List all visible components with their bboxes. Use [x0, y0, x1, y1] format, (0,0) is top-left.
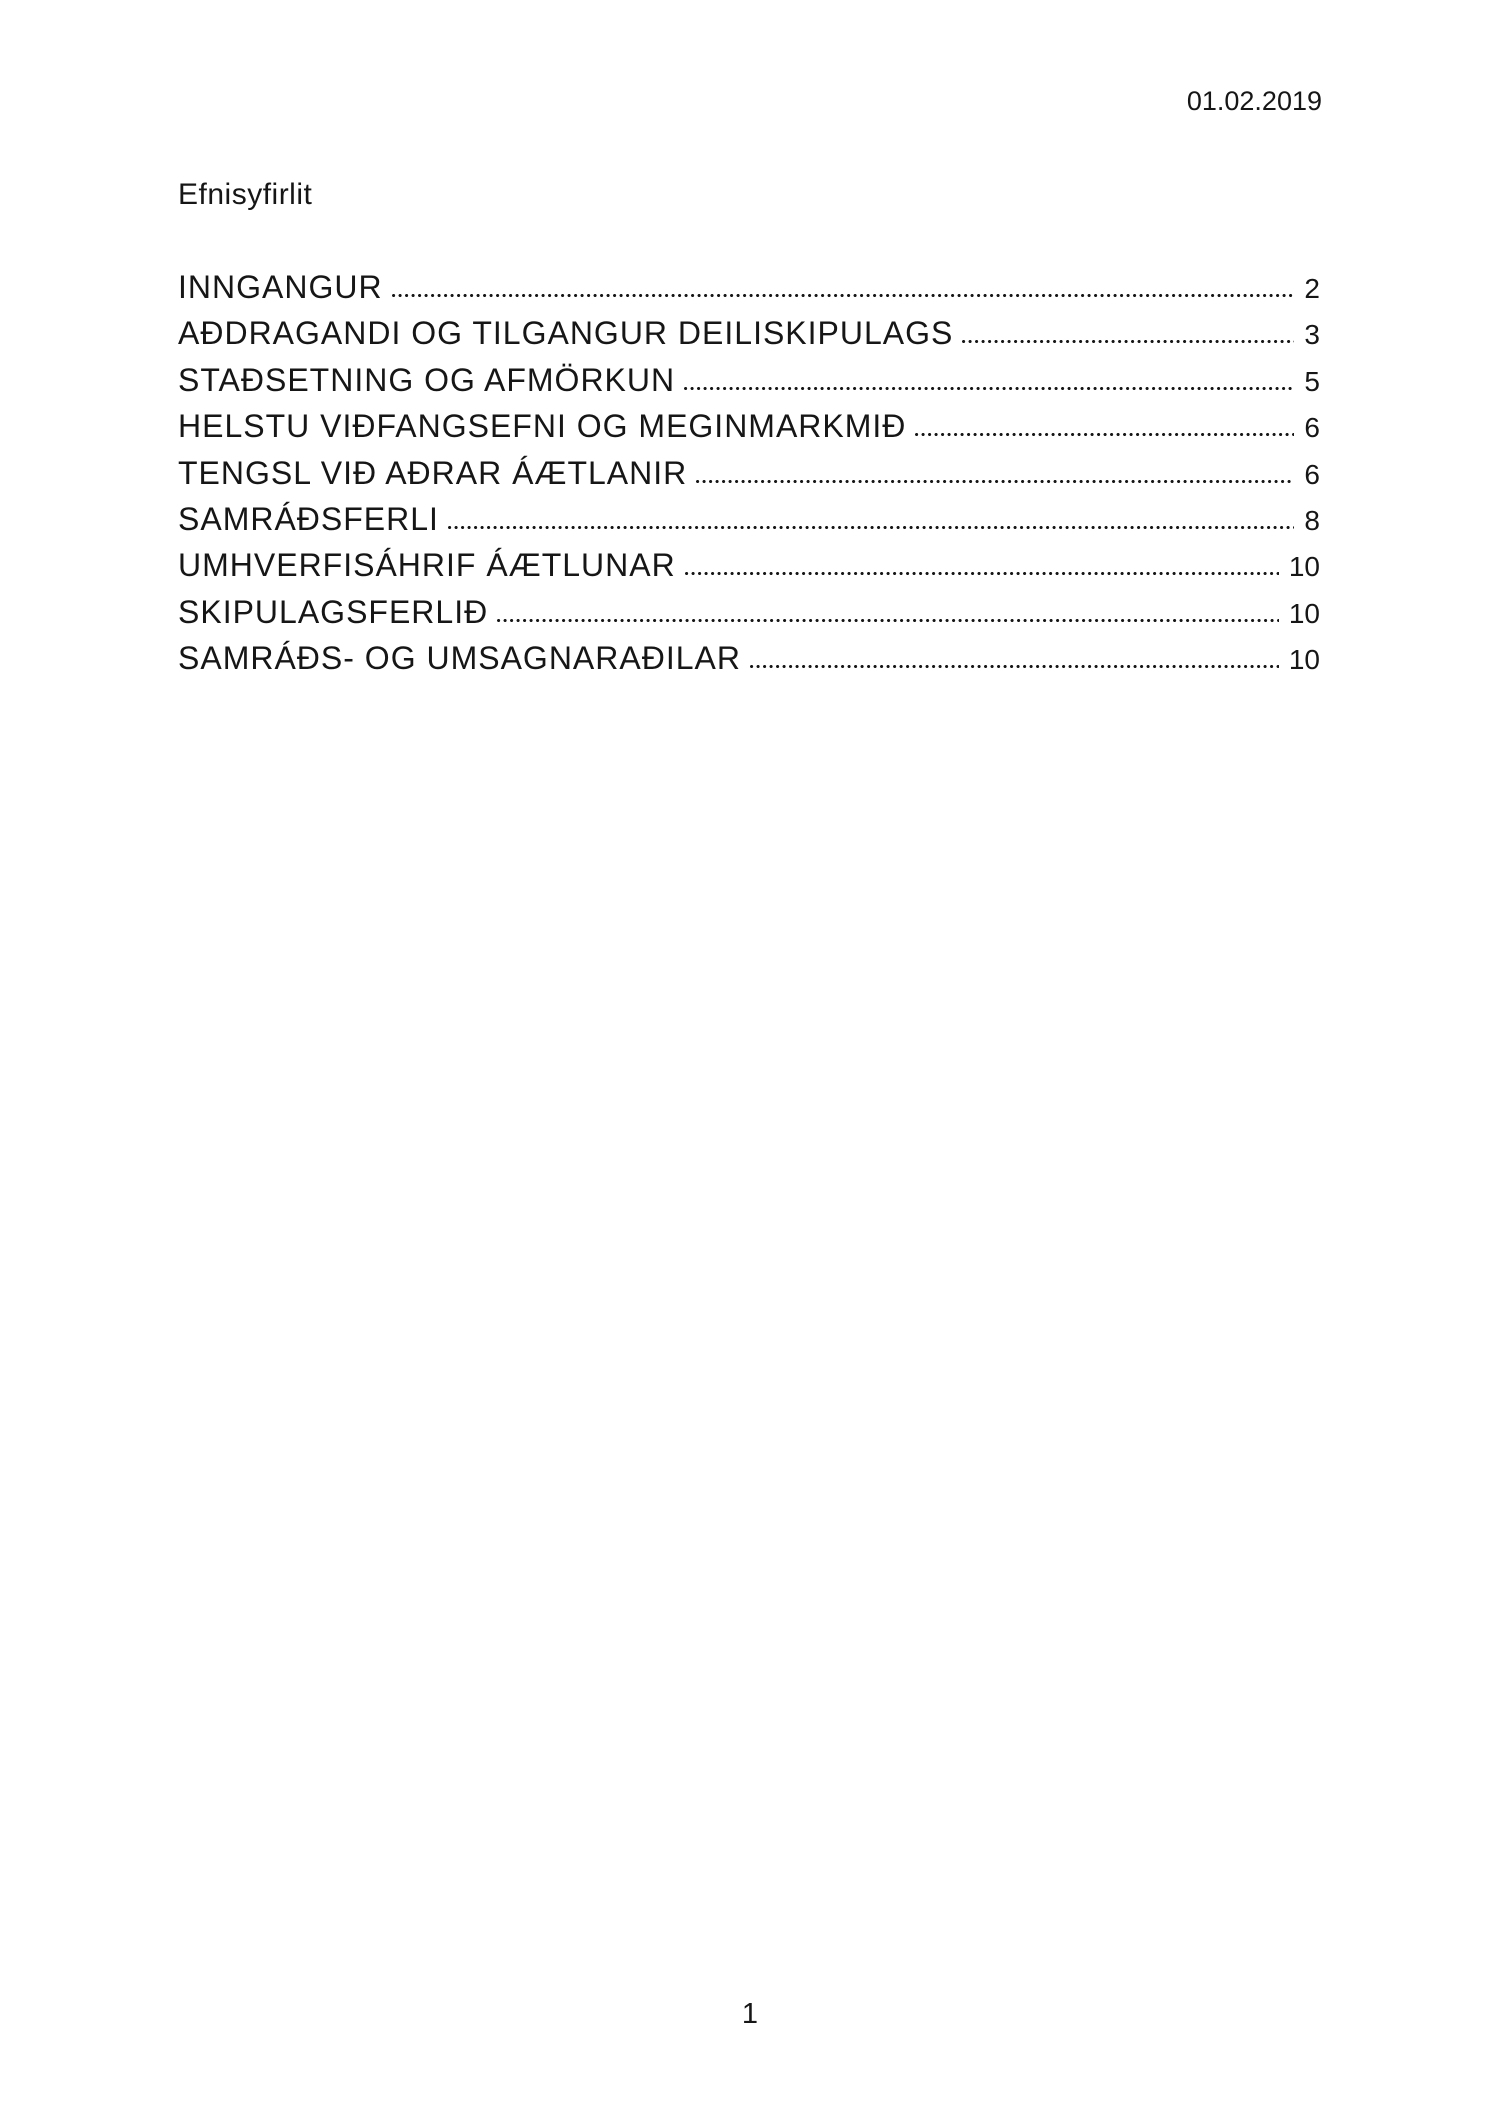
toc-dotted-leader	[696, 479, 1294, 484]
toc-entry[interactable]	[178, 315, 1320, 361]
toc-entry-page-number: 10	[1288, 551, 1320, 583]
toc-dotted-leader	[750, 664, 1279, 669]
toc-dotted-leader	[392, 293, 1295, 298]
toc-entry-label: AÐDRAGANDI OG TILGANGUR DEILISKIPULAGS	[178, 315, 954, 352]
toc-dotted-leader	[684, 386, 1294, 391]
toc-entry[interactable]	[178, 269, 1320, 315]
footer-page-number: 1	[741, 1998, 759, 2030]
toc-title: Efnisyfirlit	[178, 178, 313, 211]
toc-entry-label: SAMRÁÐSFERLI	[178, 500, 439, 537]
toc-entry-page-number: 10	[1288, 597, 1320, 629]
toc-entry[interactable]	[178, 594, 1320, 640]
toc-entry-label: SKIPULAGSFERLIÐ	[178, 593, 489, 630]
toc-entry-page-number: 3	[1304, 319, 1320, 351]
header-date: 01.02.2019	[1186, 86, 1322, 116]
toc-entry-page-number: 8	[1304, 504, 1320, 536]
toc-entry-label: UMHVERFISÁHRIF ÁÆTLUNAR	[178, 547, 676, 584]
toc-entry-page-number: 6	[1304, 458, 1320, 490]
toc-entry-page-number: 2	[1304, 273, 1320, 304]
toc-dotted-leader	[448, 525, 1294, 530]
toc-entry-label: INNGANGUR	[178, 269, 383, 305]
toc-entry[interactable]	[178, 640, 1320, 686]
toc-entry[interactable]	[178, 501, 1320, 547]
toc-entry-label: SAMRÁÐS- OG UMSAGNARAÐILAR	[178, 640, 741, 677]
toc-dotted-leader	[497, 618, 1279, 623]
toc-entry[interactable]	[178, 547, 1320, 593]
toc-dotted-leader	[915, 432, 1294, 437]
toc-entry-page-number: 10	[1288, 644, 1320, 676]
toc-entry-page-number: 5	[1304, 365, 1320, 397]
toc-entry-label: HELSTU VIÐFANGSEFNI OG MEGINMARKMIÐ	[178, 408, 907, 445]
toc-list	[178, 269, 1320, 687]
toc-entry[interactable]	[178, 362, 1320, 408]
toc-entry-page-number: 6	[1304, 412, 1320, 444]
toc-entry-label: TENGSL VIÐ AÐRAR ÁÆTLANIR	[178, 454, 688, 491]
toc-dotted-leader	[685, 571, 1279, 576]
toc-entry[interactable]	[178, 408, 1320, 454]
toc-entry-label: STAÐSETNING OG AFMÖRKUN	[178, 361, 676, 398]
toc-entry[interactable]	[178, 455, 1320, 501]
toc-dotted-leader	[962, 339, 1294, 344]
